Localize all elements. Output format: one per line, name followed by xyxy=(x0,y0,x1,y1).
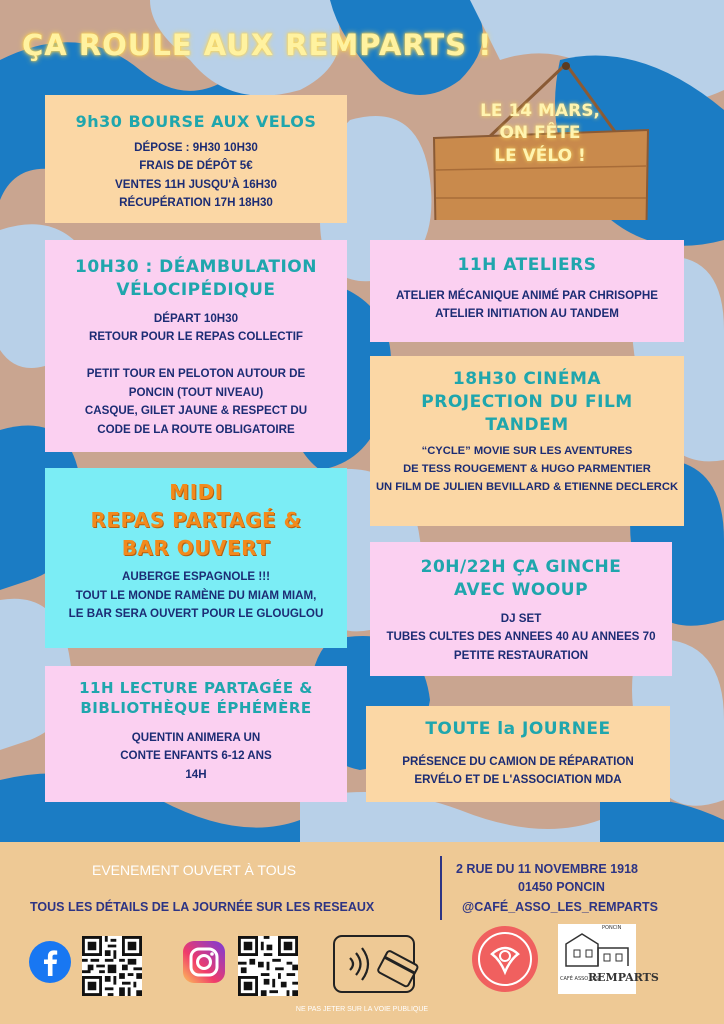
card-line: VENTES 11H JUSQU'À 16H30 xyxy=(115,177,277,191)
facebook-icon[interactable] xyxy=(28,940,72,984)
card-line: LE BAR SERA OUVERT POUR LE GLOUGLOU xyxy=(68,607,324,621)
card-line: QUENTIN ANIMERA UN xyxy=(131,730,261,744)
card-line: PONCIN (TOUT NIVEAU) xyxy=(128,385,264,399)
footer-address-line: 01450 PONCIN xyxy=(518,880,605,894)
card-heading: 11H ATELIERS xyxy=(457,255,597,275)
poster-title: ÇA ROULE AUX REMPARTS ! xyxy=(22,28,493,62)
card-heading: 9h30 BOURSE AUX VELOS xyxy=(75,112,317,131)
card-line: DÉPART 10H30 xyxy=(153,311,239,325)
card-line: RETOUR POUR LE REPAS COLLECTIF xyxy=(88,330,304,344)
logo-caption: CAFÉ ASSO LES xyxy=(560,976,599,982)
card-heading: REPAS PARTAGÉ & xyxy=(90,508,302,532)
card-line: PETIT TOUR EN PELOTON AUTOUR DE xyxy=(86,366,306,380)
card-line: RÉCUPÉRATION 17H 18H30 xyxy=(119,196,273,210)
card-line: ATELIER MÉCANIQUE ANIMÉ PAR CHRISOPHE xyxy=(396,288,658,302)
footer-address-line: 2 RUE DU 11 NOVEMBRE 1918 xyxy=(456,862,639,876)
card-line: DE TESS ROUGEMENT & HUGO PARMENTIER xyxy=(403,462,651,475)
card-cinema xyxy=(370,356,684,526)
card-midi xyxy=(45,468,347,648)
card-heading: 18H30 CINÉMA xyxy=(452,369,602,389)
footer-divider xyxy=(440,856,442,920)
instagram-icon[interactable] xyxy=(182,940,226,984)
card-line: 14H xyxy=(185,767,207,781)
card-line: FRAIS DE DÉPÔT 5€ xyxy=(139,159,253,173)
card-heading: 11H LECTURE PARTAGÉE & xyxy=(79,679,313,697)
card-line: CONTE ENFANTS 6-12 ANS xyxy=(120,749,272,763)
card-line: DÉPOSE : 9H30 10H30 xyxy=(134,140,258,154)
card-line: CASQUE, GILET JAUNE & RESPECT DU xyxy=(84,404,308,418)
sign-line: LE 14 MARS, xyxy=(480,101,600,121)
sign-line: ON FÊTE xyxy=(499,123,581,144)
card-heading: BIBLIOTHÈQUE ÉPHÉMÈRE xyxy=(80,699,312,718)
logo-small-text: PONCIN xyxy=(602,925,622,931)
card-ginche xyxy=(370,542,672,676)
card-line: UN FILM DE JULIEN BEVILLARD & ETIENNE DECLERCK xyxy=(375,480,679,493)
card-heading: VÉLOCIPÉDIQUE xyxy=(116,279,276,300)
qr-code-icon[interactable] xyxy=(82,936,142,996)
card-line: “CYCLE” MOVIE SUR LES AVENTURES xyxy=(421,444,633,457)
card-heading: MIDI xyxy=(169,480,223,504)
asso-logo-circle xyxy=(470,924,540,994)
card-ateliers xyxy=(370,240,684,342)
card-heading: TOUTE la JOURNEE xyxy=(425,719,611,739)
footer-disclaimer: NE PAS JETER SUR LA VOIE PUBLIQUE xyxy=(295,1006,429,1013)
qr-code-icon[interactable] xyxy=(238,936,298,996)
sign-line: LE VÉLO ! xyxy=(494,145,586,166)
card-heading: TANDEM xyxy=(485,414,569,435)
card-line: PRÉSENCE DU CAMION DE RÉPARATION xyxy=(402,754,634,768)
footer-handle: @CAFÉ_ASSO_LES_REMPARTS xyxy=(462,900,659,914)
logo-name: REMPARTS xyxy=(588,971,659,984)
footer xyxy=(0,842,724,1024)
card-heading: BAR OUVERT xyxy=(121,536,271,560)
card-line: ERVÉLO ET DE L'ASSOCIATION MDA xyxy=(414,773,622,787)
card-line: PETITE RESTAURATION xyxy=(453,648,589,662)
card-journee xyxy=(366,706,670,802)
card-lecture xyxy=(45,666,347,802)
building-icon xyxy=(562,930,632,968)
card-line: ATELIER INITIATION AU TANDEM xyxy=(435,307,619,321)
card-line: CODE DE LA ROUTE OBLIGATOIRE xyxy=(97,422,295,436)
card-line: TUBES CULTES DES ANNEES 40 AU ANNEES 70 xyxy=(386,630,656,644)
card-line: DJ SET xyxy=(500,611,542,625)
card-bourse xyxy=(45,95,347,223)
contactless-payment-icon xyxy=(332,934,424,996)
card-line: TOUT LE MONDE RAMÈNE DU MIAM MIAM, xyxy=(75,588,317,602)
card-line: AUBERGE ESPAGNOLE !!! xyxy=(122,570,270,583)
card-heading: 10H30 : DÉAMBULATION xyxy=(74,257,317,277)
footer-open-text: EVENEMENT OUVERT À TOUS xyxy=(92,862,297,878)
card-deambulation xyxy=(45,240,347,452)
card-heading: 20H/22H ÇA GINCHE xyxy=(420,557,622,577)
card-heading: PROJECTION DU FILM xyxy=(421,391,633,412)
sign-text xyxy=(426,100,654,167)
footer-details-text: TOUS LES DÉTAILS DE LA JOURNÉE SUR LES RESEAUX xyxy=(30,900,375,914)
remparts-logo xyxy=(558,924,659,994)
card-heading: AVEC WOOUP xyxy=(453,579,589,600)
